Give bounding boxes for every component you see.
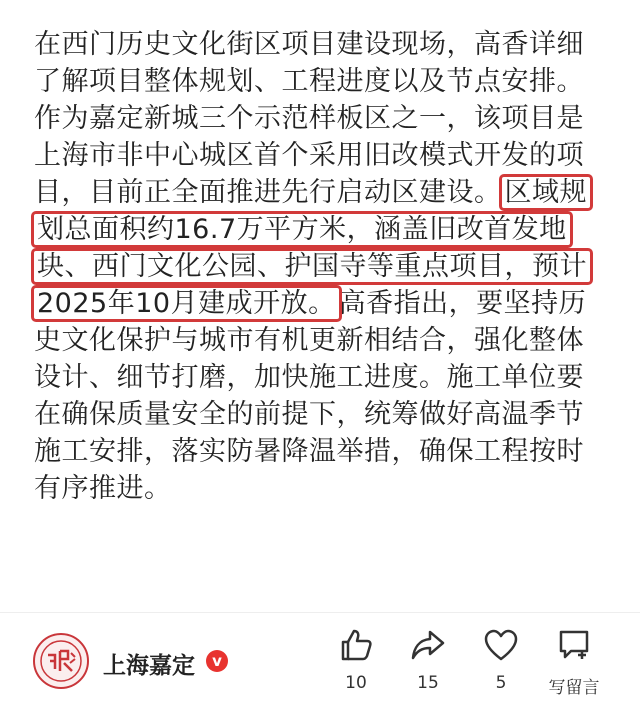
thumbs-up-icon xyxy=(338,627,374,663)
comment-button[interactable] xyxy=(534,627,614,698)
article-line xyxy=(34,211,614,248)
seal-logo-icon xyxy=(35,635,87,687)
article-line: 上海市非中心城区首个采用旧改模式开发的项 xyxy=(34,140,584,171)
account-avatar[interactable] xyxy=(33,633,89,689)
article-body xyxy=(34,26,614,507)
action-bar xyxy=(0,613,640,709)
share-button[interactable] xyxy=(388,627,468,693)
share-count: 15 xyxy=(417,673,439,693)
favorite-button[interactable] xyxy=(461,627,541,693)
article-line: 2025年10月建成开放。 高香指出，要坚持历 xyxy=(34,285,614,322)
article-line: 施工安排，落实防暑降温举措，确保工程按时 xyxy=(34,436,584,467)
highlighted-text: 划总面积约16.7万平方米，涵盖旧改首发地 xyxy=(34,214,570,245)
article-line: 作为嘉定新城三个示范样板区之一，该项目是 xyxy=(34,103,584,134)
verified-badge-icon: v xyxy=(206,650,228,672)
heart-icon xyxy=(483,627,519,663)
account-name[interactable]: 上海嘉定 xyxy=(103,653,195,679)
highlighted-text: 块、西门文化公园、护国寺等重点项目，预计 xyxy=(34,251,590,282)
article-line: 了解项目整体规划、工程进度以及节点安排。 xyxy=(34,66,584,97)
article-line: 有序推进。 xyxy=(34,473,172,504)
comment-add-icon xyxy=(556,627,592,663)
article-line: 目，目前正全面推进先行启动区建设。 区域规 xyxy=(34,174,614,211)
like-count: 10 xyxy=(345,673,367,693)
highlighted-text: 2025年10月建成开放。 xyxy=(34,288,339,319)
article-line: 在确保质量安全的前提下，统筹做好高温季节 xyxy=(34,399,584,430)
article-line: 设计、细节打磨，加快施工进度。施工单位要 xyxy=(34,362,584,393)
comment-label: 写留言 xyxy=(548,678,600,698)
article-line xyxy=(34,248,614,285)
article-line: 在西门历史文化街区项目建设现场，高香详细 xyxy=(34,29,584,60)
like-button[interactable] xyxy=(316,627,396,693)
favorite-count: 5 xyxy=(495,673,507,693)
share-arrow-icon xyxy=(410,627,446,663)
article-line: 史文化保护与城市有机更新相结合，强化整体 xyxy=(34,325,584,356)
highlighted-text: 区域规 xyxy=(502,177,591,208)
